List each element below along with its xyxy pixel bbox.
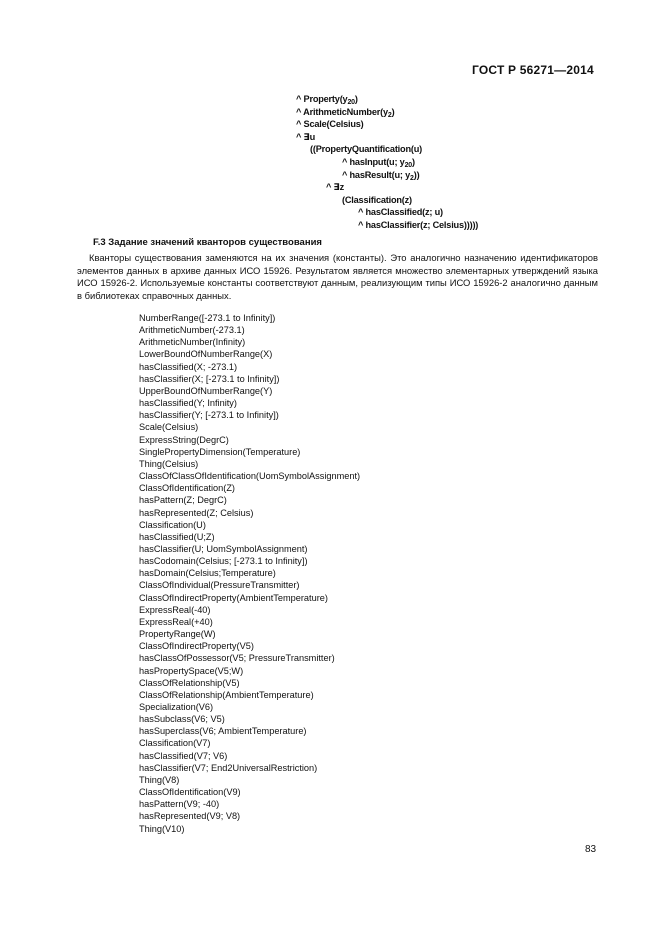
statement-line: hasPattern(V9; -40) xyxy=(139,799,220,810)
formula-line: ^ hasClassified(z; u) xyxy=(358,207,443,218)
formula-line: ^ Scale(Celsius) xyxy=(296,119,364,130)
statement-line: hasCodomain(Celsius; [-273.1 to Infinity]) xyxy=(139,556,308,567)
statement-line: LowerBoundOfNumberRange(X) xyxy=(139,349,273,360)
statement-line: ArithmeticNumber(-273.1) xyxy=(139,325,245,336)
statement-line: ExpressReal(-40) xyxy=(139,604,211,615)
statement-line: ClassOfIndirectProperty(V5) xyxy=(139,641,254,652)
statement-line: hasSubclass(V6; V5) xyxy=(139,714,225,725)
statement-line: Classification(V7) xyxy=(139,738,211,749)
formula-line: ((PropertyQuantification(u) xyxy=(310,144,422,155)
formula-line: (Classification(z) xyxy=(342,194,412,205)
statement-line: Thing(Celsius) xyxy=(139,458,199,469)
logic-formula xyxy=(296,93,478,232)
statement-line: Classification(U) xyxy=(139,519,206,530)
statement-line: hasRepresented(V9; V8) xyxy=(139,811,241,822)
statement-line: PropertyRange(W) xyxy=(139,629,216,640)
section-title: F.3 Задание значений кванторов существования xyxy=(93,237,322,248)
statement-line: Scale(Celsius) xyxy=(139,422,199,433)
statement-line: hasClassOfPossessor(V5; PressureTransmitter) xyxy=(139,653,335,664)
statement-line: hasRepresented(Z; Celsius) xyxy=(139,507,254,518)
page-number: 83 xyxy=(585,844,597,855)
statement-line: ClassOfRelationship(AmbientTemperature) xyxy=(139,689,314,700)
body-paragraph: Кванторы существования заменяются на их значения (константы). Это аналогично назначению идентификаторов элементов данных в архиве данных ИСО 15926. Результатом является множество элементарных утверждений языка ИСО 15926-2. Используемые константы соответствуют данным, реализующим типы ИСО 15926-2 аналогично данным в библиотеках справочных данных. xyxy=(77,252,598,301)
formula-line: ^ hasInput(u; $y_{20}$) xyxy=(342,156,415,169)
statement-line: hasDomain(Celsius;Temperature) xyxy=(139,568,276,579)
standard-header: ГОСТ Р 56271—2014 xyxy=(472,63,594,77)
statement-line: ExpressReal(+40) xyxy=(139,616,213,627)
statement-line: UpperBoundOfNumberRange(Y) xyxy=(139,385,273,396)
formula-line: ^ ∃u xyxy=(296,131,316,142)
formula-line: ^ hasClassifier(z; Celsius))))) xyxy=(358,219,479,230)
formula-line: ^ ∃z xyxy=(326,182,344,193)
statement-line: hasSuperclass(V6; AmbientTemperature) xyxy=(139,726,307,737)
statement-line: hasClassified(Y; Infinity) xyxy=(139,398,237,409)
statement-line: NumberRange([-273.1 to Infinity]) xyxy=(139,313,276,323)
statement-line: hasClassified(X; -273.1) xyxy=(139,361,238,372)
statement-line: hasPropertySpace(V5;W) xyxy=(139,665,244,676)
formula-line: ^ hasResult(u; $y_2$)) xyxy=(342,169,420,182)
statement-line: ClassOfIndividual(PressureTransmitter) xyxy=(139,580,300,591)
formula-line: ^ $Property(y_{20})$ xyxy=(296,94,358,106)
statement-line: ClassOfRelationship(V5) xyxy=(139,677,240,688)
statement-line: SinglePropertyDimension(Temperature) xyxy=(139,446,301,457)
statement-line: ClassOfIdentification(V9) xyxy=(139,787,241,798)
statement-line: ClassOfClassOfIdentification(UomSymbolAssignment) xyxy=(139,471,361,482)
statement-line: hasClassified(U;Z) xyxy=(139,531,215,542)
statement-line: hasClassifier(V7; End2UniversalRestriction) xyxy=(139,762,318,773)
formula-line: ^ $ArithmeticNumber(y_2)$ xyxy=(296,106,395,119)
statement-line: hasClassified(V7; V6) xyxy=(139,750,228,761)
statement-list xyxy=(139,312,360,835)
statement-line: hasClassifier(X; [-273.1 to Infinity]) xyxy=(139,373,280,384)
statement-line: Thing(V8) xyxy=(139,774,180,785)
statement-line: ArithmeticNumber(Infinity) xyxy=(139,337,246,348)
statement-line: Thing(V10) xyxy=(139,823,185,834)
statement-line: hasPattern(Z; DegrC) xyxy=(139,495,227,506)
statement-line: ExpressString(DegrC) xyxy=(139,434,229,445)
statement-line: ClassOfIdentification(Z) xyxy=(139,483,235,494)
statement-line: ClassOfIndirectProperty(AmbientTemperature) xyxy=(139,592,328,603)
statement-line: hasClassifier(U; UomSymbolAssignment) xyxy=(139,543,308,554)
statement-line: hasClassifier(Y; [-273.1 to Infinity]) xyxy=(139,410,279,421)
statement-line: Specialization(V6) xyxy=(139,702,214,712)
